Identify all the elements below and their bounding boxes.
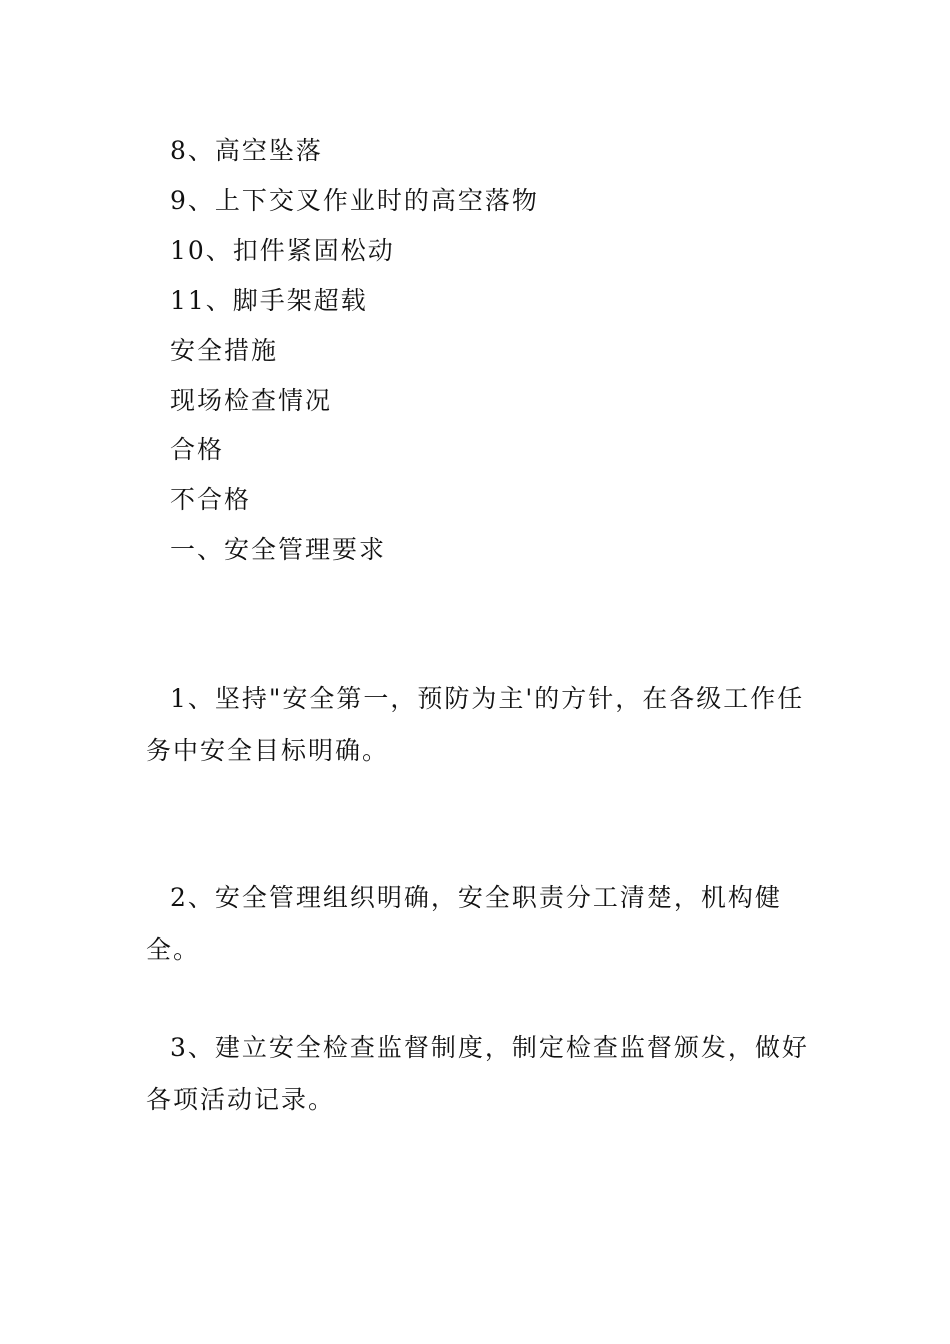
list-item-falling-objects: 9、上下交叉作业时的高空落物 bbox=[170, 186, 539, 215]
section-heading-safety-requirements: 一、安全管理要求 bbox=[170, 535, 387, 564]
label-unqualified: 不合格 bbox=[170, 485, 252, 514]
list-item-fastener-loose: 10、扣件紧固松动 bbox=[170, 236, 395, 265]
paragraph-requirement-1: 1、坚持"安全第一，预防为主'的方针，在各级工作任务中安全目标明确。 bbox=[146, 684, 805, 765]
label-qualified: 合格 bbox=[170, 435, 225, 464]
list-item-scaffold-overload: 11、脚手架超载 bbox=[170, 286, 368, 315]
paragraph-requirement-2: 2、安全管理组织明确，安全职责分工清楚，机构健全。 bbox=[146, 883, 782, 964]
paragraph-requirement-3: 3、建立安全检查监督制度，制定检查监督颁发，做好各项活动记录。 bbox=[146, 1033, 809, 1114]
label-safety-measures: 安全措施 bbox=[170, 336, 279, 365]
list-item-falling: 8、高空坠落 bbox=[170, 136, 323, 165]
label-site-inspection: 现场检查情况 bbox=[170, 386, 333, 415]
